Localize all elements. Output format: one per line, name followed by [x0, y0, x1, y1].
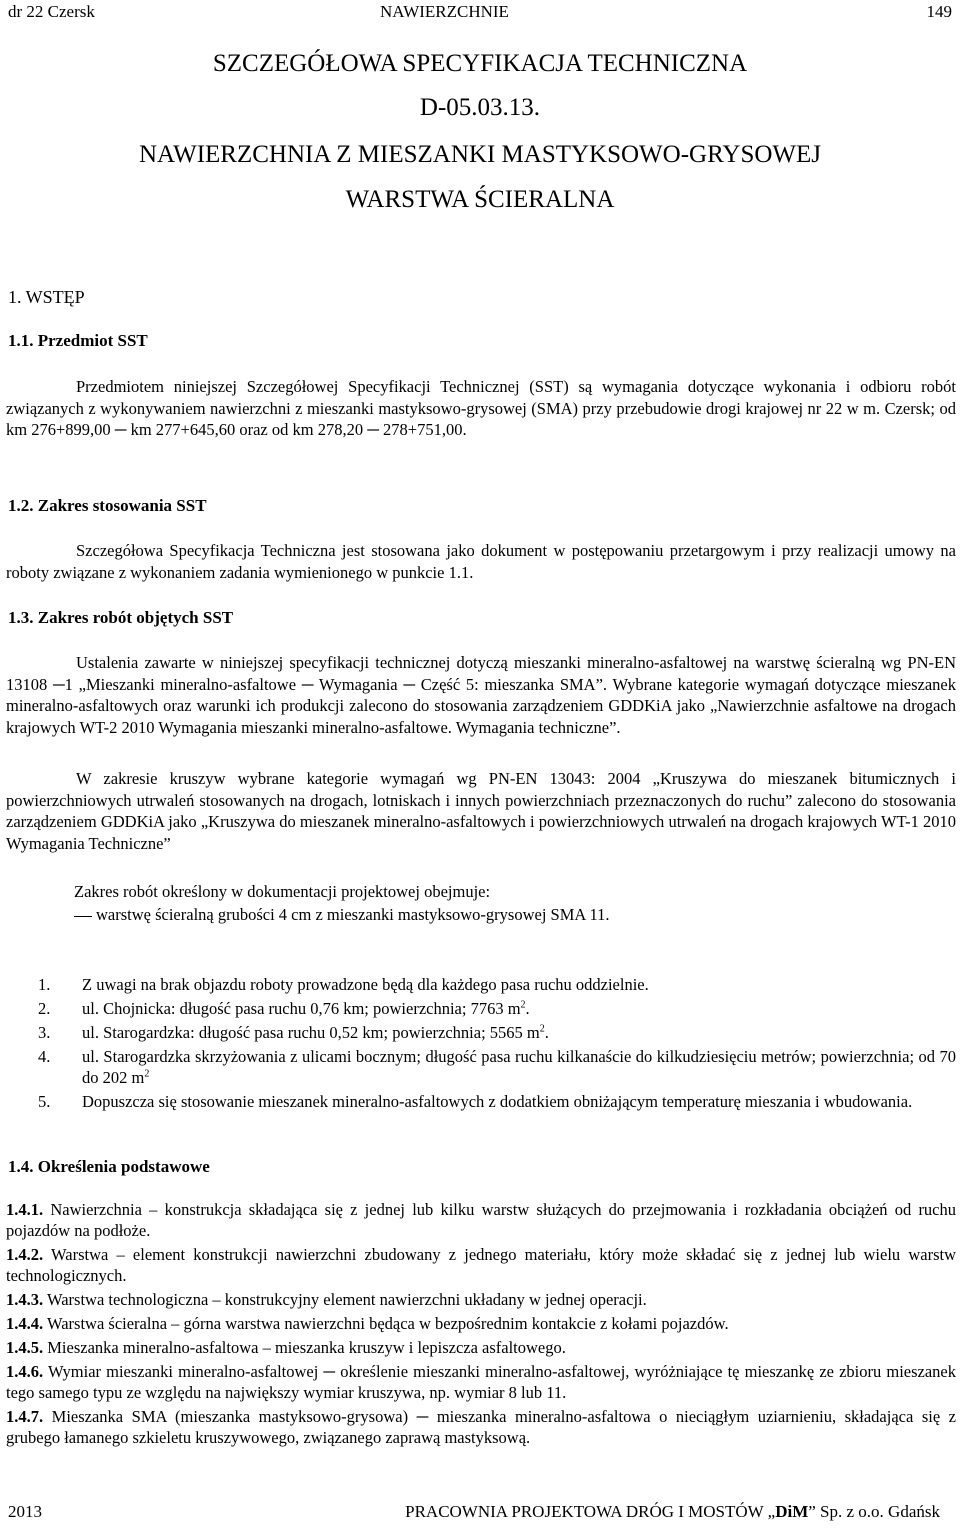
scope-item-text: warstwę ścieralną grubości 4 cm z mieszanki mastyksowo-grysowej SMA 11. — [96, 905, 610, 924]
footer-year: 2013 — [8, 1502, 42, 1521]
header-left: dr 22 Czersk — [8, 2, 95, 21]
list-item-text: ul. Starogardzka: długość pasa ruchu 0,52 km; powierzchnia; 5565 $m^2$. — [82, 1023, 549, 1042]
list-item-text: ul. Chojnicka: długość pasa ruchu 0,76 km; powierzchnia; 7763 $m^2$. — [82, 999, 530, 1018]
list-item-number: 5. — [38, 1092, 51, 1111]
list-item-number: 3. — [38, 1023, 51, 1042]
list-item-text: Z uwagi na brak objazdu roboty prowadzone będą dla każdego pasa ruchu oddzielnie. — [82, 975, 649, 994]
footer-organization: PRACOWNIA PROJEKTOWA DRÓG I MOSTÓW „DiM” Sp. z o.o. Gdańsk — [405, 1502, 940, 1521]
dash-bullet — [74, 916, 92, 917]
list-item — [6, 1022, 956, 1043]
title-line-3: NAWIERZCHNIA Z MIESZANKI MASTYKSOWO-GRYSOWEJ — [139, 141, 821, 168]
heading-1-4: 1.4. Określenia podstawowe — [8, 1157, 210, 1176]
scope-item — [74, 905, 610, 925]
heading-1-1: 1.1. Przedmiot SST — [8, 331, 148, 350]
title-line-1: SZCZEGÓŁOWA SPECYFIKACJA TECHNICZNA — [212, 50, 748, 77]
list-item-number: 4. — [38, 1047, 51, 1066]
definition-item: 1.4.3. Warstwa technologiczna – konstrukcyjny element nawierzchni układany w jednej operacji. — [6, 1290, 647, 1309]
list-item-number: 1. — [38, 975, 51, 994]
definition-item: 1.4.6. Wymiar mieszanki mineralno-asfaltowej ─ określenie mieszanki mineralno-asfaltowej, wyróżniające tę mieszankę ze zbioru mieszanek tego samego typu ze względu na największy wymiar kruszywa, np. wymiar 8 lub 11. — [6, 1362, 956, 1402]
section-heading-wstep: 1. WSTĘP — [8, 287, 85, 307]
definitions-list — [6, 1199, 956, 1451]
definition-item: 1.4.7. Mieszanka SMA (mieszanka mastyksowo-grysowa) ─ mieszanka mineralno-asfaltowa o nieciągłym uziarnieniu, składająca się z grubego łamanego szkieletu kruszywowego, związanego zaprawą mastyksową. — [6, 1407, 956, 1447]
numbered-list — [6, 974, 956, 1112]
list-item — [6, 974, 956, 995]
heading-1-3: 1.3. Zakres robót objętych SST — [8, 608, 234, 627]
title-line-2: D-05.03.13. — [419, 94, 541, 121]
title-line-4: WARSTWA ŚCIERALNA — [345, 186, 615, 213]
definition-item: 1.4.5. Mieszanka mineralno-asfaltowa – mieszanka kruszyw i lepiszcza asfaltowego. — [6, 1338, 566, 1357]
definition-item: 1.4.2. Warstwa – element konstrukcji nawierzchni zbudowany z jednego materiału, który może składać się z jednej lub wielu warstw technologicznych. — [6, 1245, 956, 1285]
list-item-number: 2. — [38, 999, 51, 1018]
list-item-text: Dopuszcza się stosowanie mieszanek mineralno-asfaltowych z dodatkiem obniżającym temperaturę mieszania i wbudowania. — [82, 1092, 913, 1111]
list-item-text: ul. Starogardzka skrzyżowania z ulicami bocznym; długość pasa ruchu kilkanaście do kilkudziesięciu metrów; powierzchnia; od 70 do 202 $m^2$ — [82, 1047, 956, 1087]
header-center: NAWIERZCHNIE — [380, 2, 509, 21]
scope-intro: Zakres robót określony w dokumentacji projektowej obejmuje: — [74, 882, 491, 901]
header-page-number: 149 — [926, 2, 952, 21]
list-item — [6, 998, 956, 1019]
paragraph-1-2: Szczegółowa Specyfikacja Techniczna jest stosowana jako dokument w postępowaniu przetargowym i przy realizacji umowy na roboty związane z wykonaniem zadania wymienionego w punkcie 1.1. — [6, 541, 956, 582]
paragraph-1-1: Przedmiotem niniejszej Szczegółowej Specyfikacji Technicznej (SST) są wymagania dotyczące wykonania i odbioru robót związanych z wykonywaniem nawierzchni z mieszanki mastyksowo-grysowej (SMA) przy przebudowie drogi krajowej nr 22 w m. Czersk; od km 276+899,00 ─ km 277+645,60 oraz od km 278,20 ─ 278+751,00. — [6, 377, 956, 439]
definition-item: 1.4.4. Warstwa ścieralna – górna warstwa nawierzchni będąca w bezpośrednim kontakcie z kołami pojazdów. — [6, 1314, 729, 1333]
list-item — [6, 1046, 956, 1088]
list-item — [6, 1091, 956, 1112]
paragraph-1-3-b: W zakresie kruszyw wybrane kategorie wymagań wg PN-EN 13043: 2004 „Kruszywa do mieszanek bitumicznych i powierzchniowych utrwaleń stosowanych na drogach, lotniskach i innych powierzchniach przeznaczonych do ruchu” zalecono do stosowania zarządzeniem GDDKiA jako „Kruszywa do mieszanek mineralno-asfaltowych i powierzchniowych utrwaleń na drogach krajowych WT-1 2010 Wymagania Techniczne” — [6, 769, 956, 853]
paragraph-1-3-a: Ustalenia zawarte w niniejszej specyfikacji technicznej dotyczą mieszanki mineralno-asfaltowej na warstwę ścieralną wg PN-EN 13108 ─1 „Mieszanki mineralno-asfaltowe ─ Wymagania ─ Część 5: mieszanka SMA”. Wybrane kategorie wymagań dotyczące mieszanek mineralno-asfaltowych oraz warunki ich produkcji zalecono do stosowania zarządzeniem GDDKiA jako „Nawierzchnie asfaltowe na drogach krajowych WT-2 2010 Wymagania mieszanki mineralno-asfaltowe. Wymagania techniczne”. — [6, 653, 956, 737]
heading-1-2: 1.2. Zakres stosowania SST — [8, 496, 207, 515]
definition-item: 1.4.1. Nawierzchnia – konstrukcja składająca się z jednej lub kilku warstw służących do przejmowania i rozkładania obciążeń od ruchu pojazdów na podłoże. — [6, 1200, 957, 1240]
